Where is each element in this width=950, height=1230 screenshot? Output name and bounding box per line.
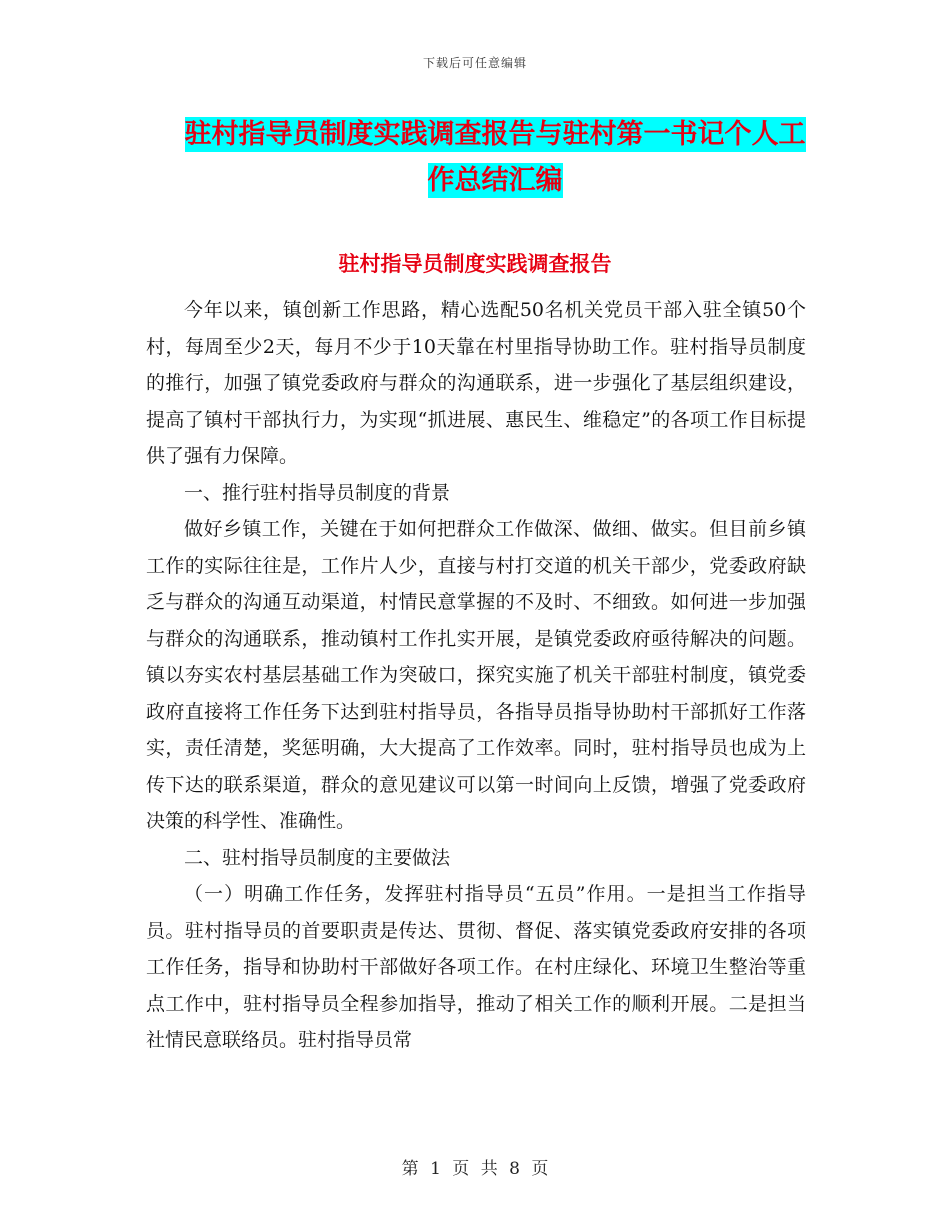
paragraph-background: 做好乡镇工作，关键在于如何把群众工作做深、做细、做实。但目前乡镇工作的实际往往是，工作片人少，直接与村打交道的机关干部少，党委政府缺乏与群众的沟通互动渠道，村情民意掌握的不及时、不细致。如何进一步加强与群众的沟通联系，推动镇村工作扎实开展，是镇党委政府亟待解决的问题。镇以夯实农村基层基础工作为突破口，探究实施了机关干部驻村制度，镇党委政府直接将工作任务下达到驻村指导员，各指导员指导协助村干部抓好工作落实，责任清楚，奖惩明确，大大提高了工作效率。同时，驻村指导员也成为上传下达的联系渠道，群众的意见建议可以第一时间向上反馈，增强了党委政府决策的科学性、准确性。 [146,518,806,832]
section-title: 驻村指导员制度实践调查报告 [338,252,612,276]
heading-practices: 二、驻村指导员制度的主要做法 [184,846,451,869]
title-line-1: 驻村指导员制度实践调查报告与驻村第一书记个人工 [184,119,806,150]
paragraph-intro: 今年以来，镇创新工作思路，精心选配50名机关党员干部入驻全镇50个村，每周至少2天，每月不少于10天靠在村里指导协助工作。驻村指导员制度的推行，加强了镇党委政府与群众的沟通联系，进一步强化了基层组织建设，提高了镇村干部执行力，为实现“抓进展、惠民生、维稳定”的各项工作目标提供了强有力保障。 [146,299,806,467]
document-body [146,292,806,1059]
paragraph-practices: （一）明确工作任务，发挥驻村指导员“五员”作用。一是担当工作指导员。驻村指导员的首要职责是传达、贯彻、督促、落实镇党委政府安排的各项工作任务，指导和协助村干部做好各项工作。在村庄绿化、环境卫生整治等重点工作中，驻村指导员全程参加指导，推动了相关工作的顺利开展。二是担当社情民意联络员。驻村指导员常 [146,883,806,1051]
title-line-2: 作总结汇编 [427,165,563,196]
document-title [150,112,840,204]
header-note: 下载后可任意编辑 [422,56,527,70]
page-number: 第 1 页 共 8 页 [401,1159,549,1179]
heading-background: 一、推行驻村指导员制度的背景 [184,481,451,504]
